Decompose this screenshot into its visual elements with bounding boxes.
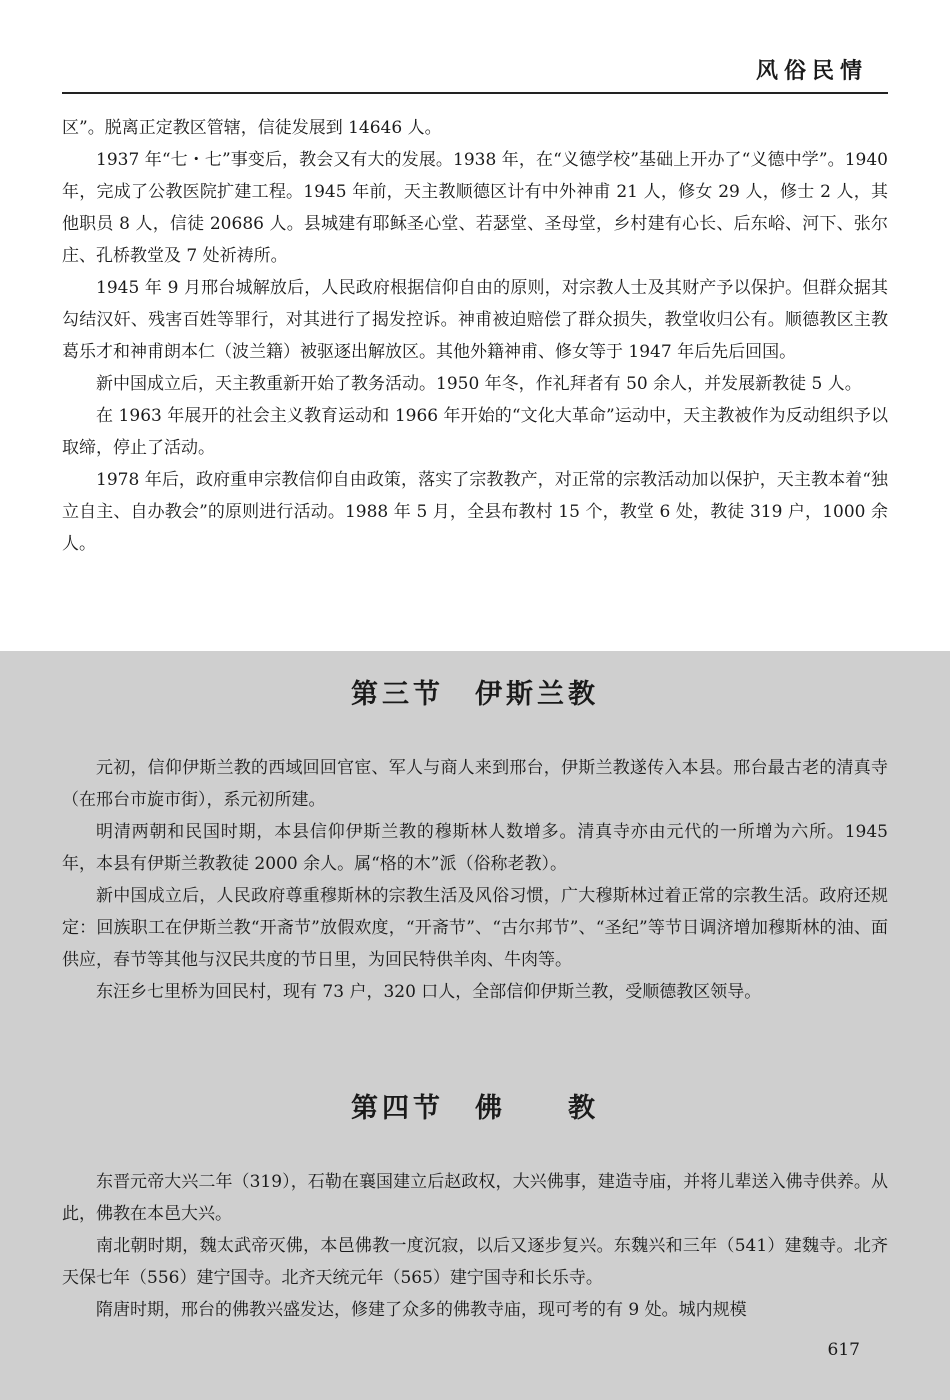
paragraph: 元初，信仰伊斯兰教的西域回回官宦、军人与商人来到邢台，伊斯兰教遂传入本县。邢台最古老的清真寺（在邢台市旋市街），系元初所建。 bbox=[62, 758, 888, 810]
paragraph: 东汪乡七里桥为回民村，现有 73 户，320 口人，全部信仰伊斯兰教，受顺德教区领导。 bbox=[96, 982, 762, 1002]
paragraph: 区”。脱离正定教区管辖，信徒发展到 14646 人。 bbox=[62, 118, 442, 138]
paragraph: 东晋元帝大兴二年（319），石勒在襄国建立后赵政权，大兴佛事，建造寺庙，并将儿辈送入佛寺供养。从此，佛教在本邑大兴。 bbox=[62, 1172, 888, 1224]
paragraph: 在 1963 年展开的社会主义教育运动和 1966 年开始的“文化大革命”运动中，天主教被作为反动组织予以取缔，停止了活动。 bbox=[62, 406, 888, 458]
paragraph: 隋唐时期，邢台的佛教兴盛发达，修建了众多的佛教寺庙，现可考的有 9 处。城内规模 bbox=[96, 1300, 747, 1320]
paragraph: 新中国成立后，人民政府尊重穆斯林的宗教生活及风俗习惯，广大穆斯林过着正常的宗教生活。政府还规定：回族职工在伊斯兰教“开斋节”放假欢度，“开斋节”、“古尔邦节”、“圣纪”等节日调济增加穆斯林的油、面供应，春节等其他与汉民共度的节日里，为回民特供羊肉、牛肉等。 bbox=[62, 886, 888, 970]
section-4-body bbox=[62, 1166, 888, 1326]
paragraph: 1937 年“七・七”事变后，教会又有大的发展。1938 年，在“义德学校”基础上开办了“义德中学”。1940 年，完成了公教医院扩建工程。1945 年前，天主教顺德区计有中外神甫 21 人，修女 29 人，修士 2 人，其他职员 8 人，信徒 20686 人。县城建有耶稣圣心堂、若瑟堂、圣母堂，乡村建有心长、后东峪、河下、张尔庄、孔桥教堂及 7 处祈祷所。 bbox=[62, 150, 888, 266]
page-number: 617 bbox=[827, 1340, 860, 1360]
catholic-continued-text bbox=[62, 112, 888, 560]
paragraph: 新中国成立后，天主教重新开始了教务活动。1950 年冬，作礼拜者有 50 余人，并发展新教徒 5 人。 bbox=[96, 374, 862, 394]
section-4-title: 第四节 佛 教 bbox=[351, 1093, 599, 1124]
header-rule bbox=[62, 92, 888, 94]
paragraph: 南北朝时期，魏太武帝灭佛，本邑佛教一度沉寂，以后又逐步复兴。东魏兴和三年（541）建魏寺。北齐天保七年（556）建宁国寺。北齐天统元年（565）建宁国寺和长乐寺。 bbox=[62, 1236, 888, 1288]
section-3-title: 第三节 伊斯兰教 bbox=[351, 679, 599, 710]
paragraph: 1945 年 9 月邢台城解放后，人民政府根据信仰自由的原则，对宗教人士及其财产予以保护。但群众据其勾结汉奸、残害百姓等罪行，对其进行了揭发控诉。神甫被迫赔偿了群众损失，教堂收归公有。顺德教区主教葛乐才和神甫朗本仁（波兰籍）被驱逐出解放区。其他外籍神甫、修女等于 1947 年后先后回国。 bbox=[62, 278, 888, 362]
paragraph: 明清两朝和民国时期，本县信仰伊斯兰教的穆斯林人数增多。清真寺亦由元代的一所增为六所。1945 年，本县有伊斯兰教教徒 2000 余人。属“格的木”派（俗称老教）。 bbox=[62, 822, 888, 874]
paragraph: 1978 年后，政府重申宗教信仰自由政策，落实了宗教教产，对正常的宗教活动加以保护，天主教本着“独立自主、自办教会”的原则进行活动。1988 年 5 月，全县布教村 15 个，教堂 6 处，教徒 319 户，1000 余人。 bbox=[62, 470, 888, 554]
running-header-title: 风俗民情 bbox=[755, 59, 868, 84]
section-3-body bbox=[62, 752, 888, 1008]
